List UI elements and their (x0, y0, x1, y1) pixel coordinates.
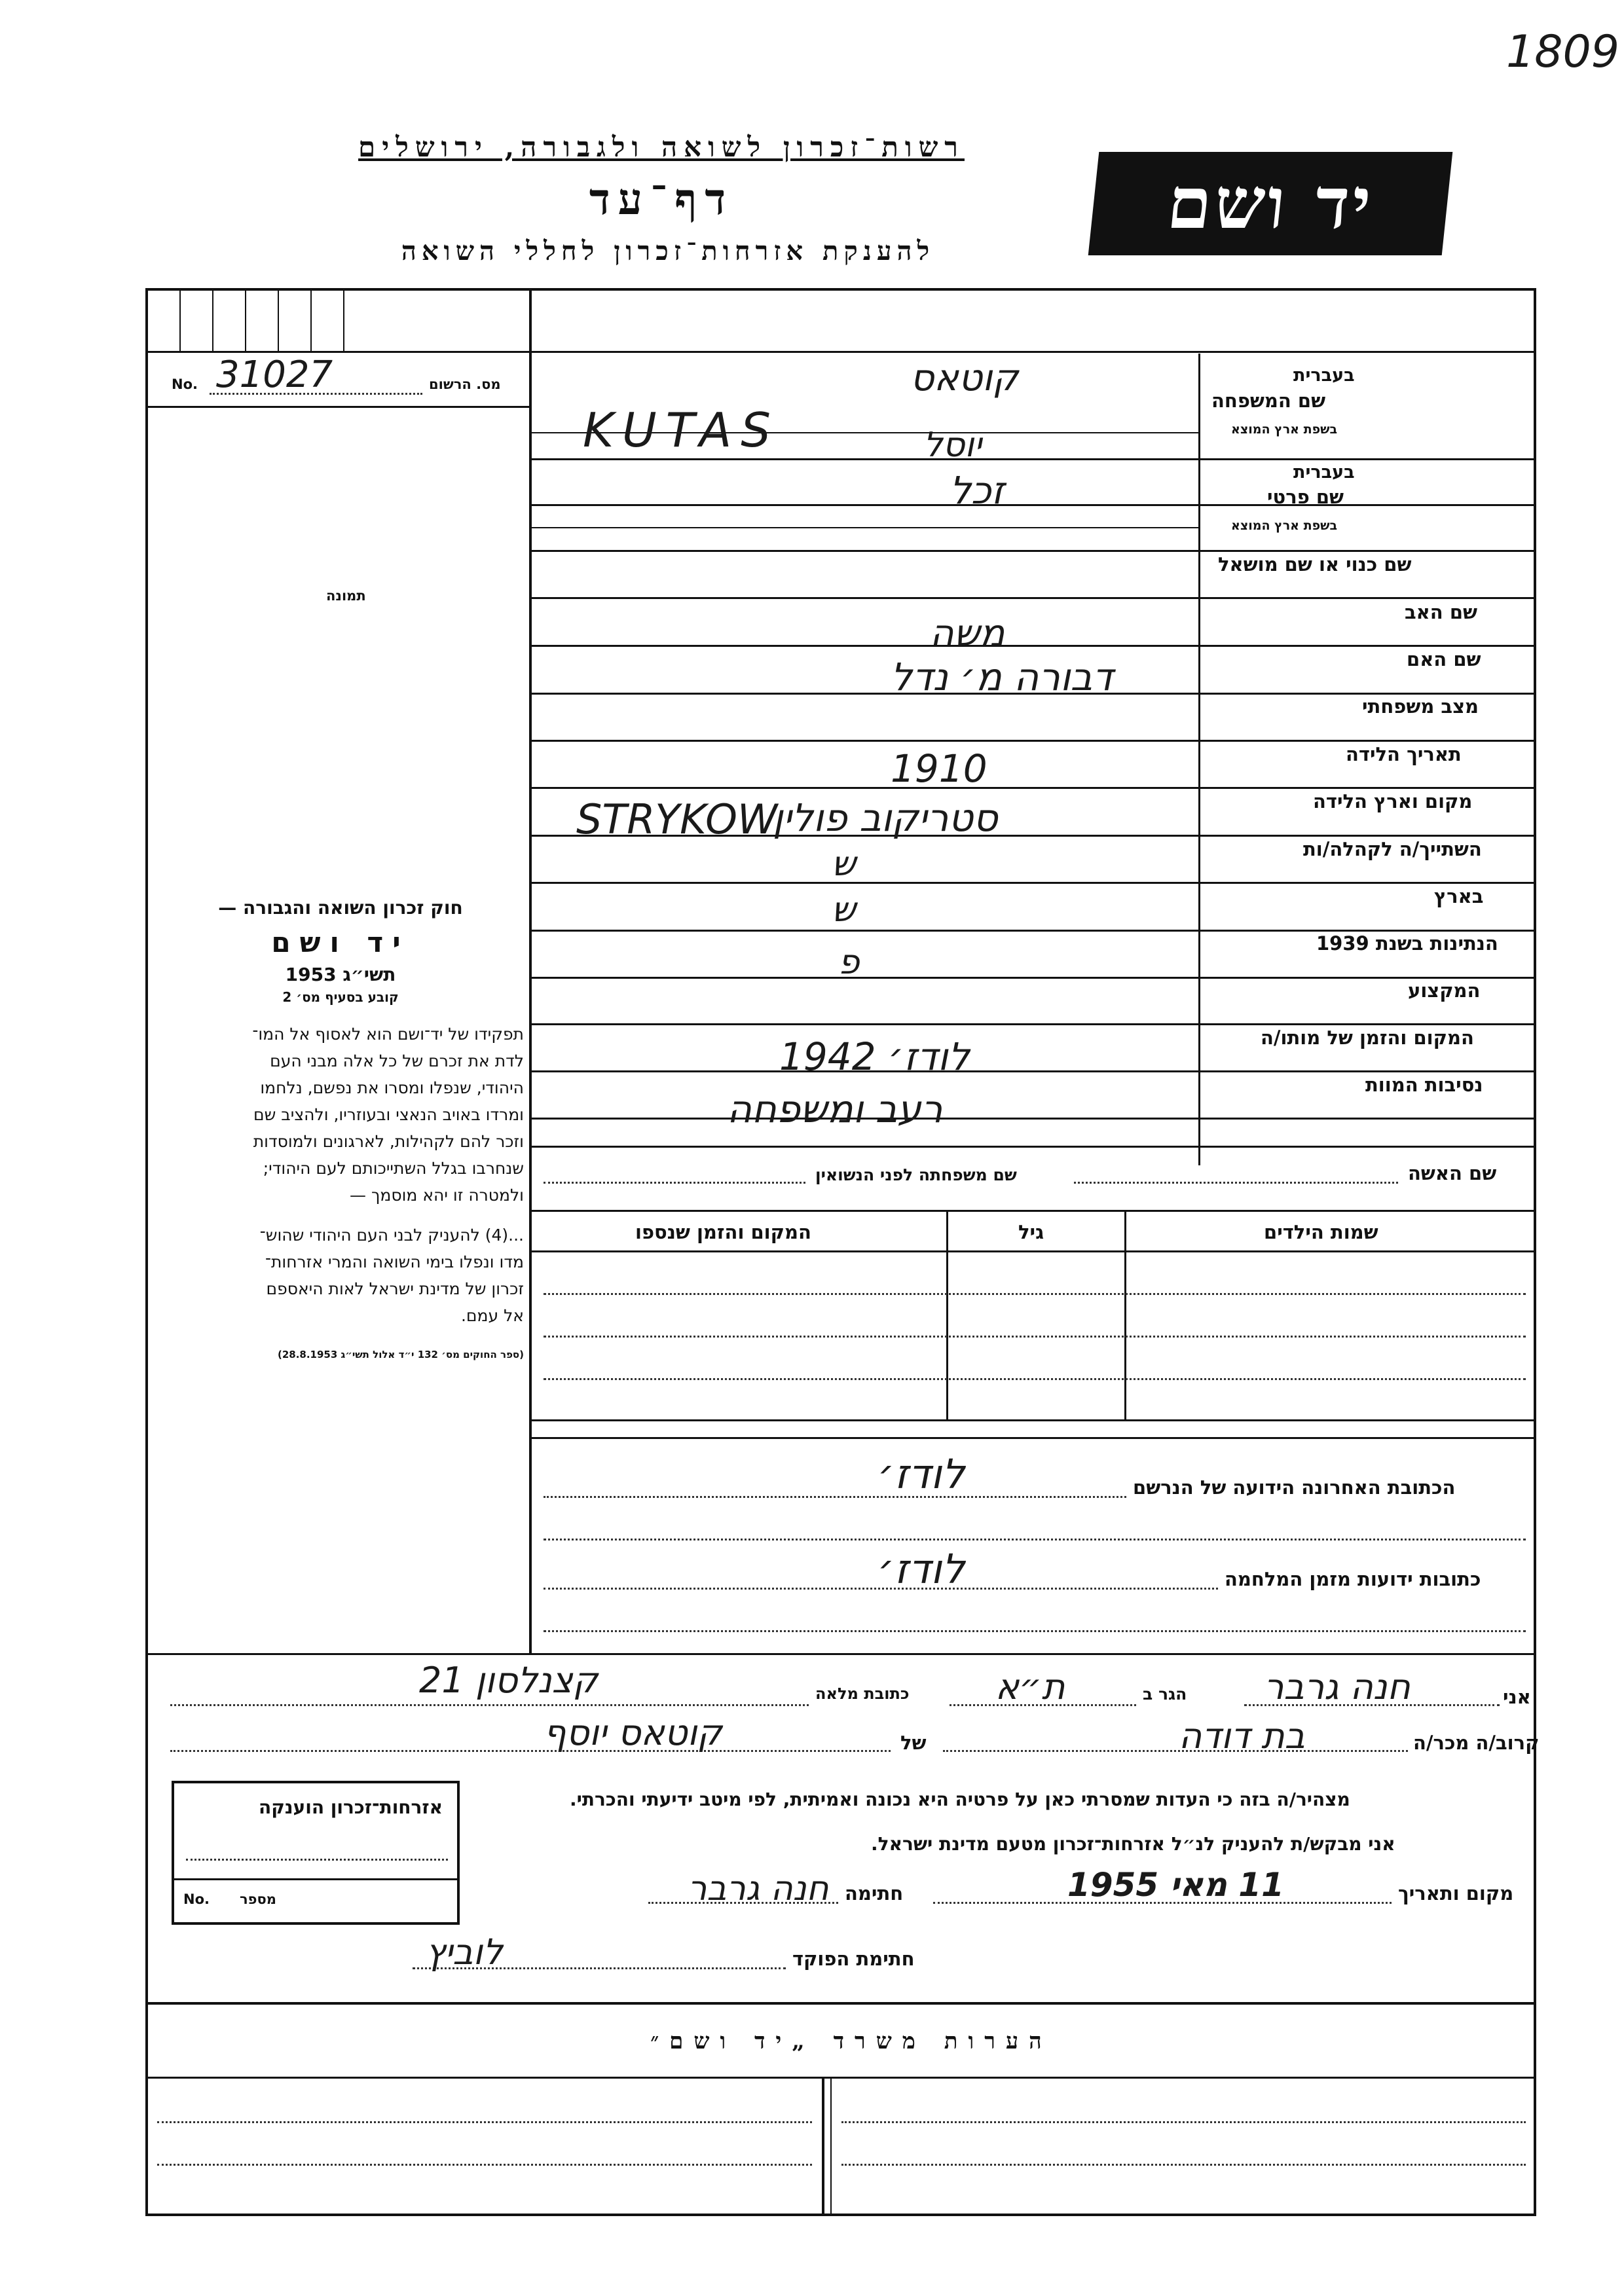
officer-signature-value[interactable]: לוביץ (426, 1931, 503, 1973)
citizenship-granted-box (172, 1781, 460, 1925)
field-row-rule (532, 458, 1534, 460)
law-line: ומרדו באויב הנאצי ובעוזריו, ולהציב שם (253, 1105, 524, 1124)
reg-rule (148, 406, 529, 408)
value-mother[interactable]: דבורה מ׳ נדל (891, 655, 1113, 699)
label-place-date: מקום ותאריך (1398, 1882, 1514, 1904)
children-row-2[interactable] (544, 1336, 1526, 1338)
children-row-3[interactable] (544, 1378, 1526, 1380)
value-family-lat[interactable]: KUTAS (583, 403, 780, 458)
decl-address-value[interactable]: קצנלסון 21 (419, 1660, 599, 1701)
children-table-top (532, 1210, 1534, 1212)
decl-of-line[interactable] (170, 1750, 891, 1752)
box-line-1 (186, 1859, 448, 1861)
law-line: תפקידו של יד־ושם הוא לאסוף אל המו־ (252, 1025, 524, 1044)
law-line: שנחרבו בגלל השתייכותם לעם היהודי; (263, 1159, 524, 1178)
value-first-heb[interactable]: זכל (950, 468, 1005, 513)
field-row-rule (532, 645, 1534, 647)
law-paragraph (157, 1021, 524, 1329)
corner-number: 1809 (1506, 26, 1620, 78)
decl-resides: הגר ב (1143, 1685, 1187, 1704)
notes-line-2[interactable] (841, 2121, 1526, 2123)
law-reference: (ספר החוקים מס׳ 132 י״ד אלול תשי״ג 28.8.1953) (277, 1349, 524, 1360)
field-row-rule (532, 930, 1534, 932)
decl-relation-line[interactable] (943, 1750, 1408, 1752)
children-table-bottom (532, 1419, 1534, 1421)
value-first-extra[interactable]: יוסל (923, 426, 982, 465)
label-profession: המקצוע (1408, 979, 1481, 1002)
label-in-origin-1: בשפת ארץ המוצא (1231, 422, 1338, 437)
label-mother: שם האם (1407, 648, 1481, 670)
value-community[interactable]: ש (832, 845, 856, 884)
top-rule (532, 351, 1534, 353)
value-death-place[interactable]: לודז׳ 1942 (779, 1034, 970, 1079)
law-line: לדת את זכרם של כל אלה מבני העם (270, 1051, 524, 1070)
law-line: וזכר להם לקהילות, לארגונים ולמוסדות (253, 1132, 524, 1151)
footer-rule (148, 2002, 1534, 2005)
label-first-name: שם פרטי (1267, 486, 1344, 508)
children-col-divider-1 (946, 1210, 948, 1419)
law-line: ולמטרה זו יהא מוסמך — (350, 1186, 524, 1205)
field-row-rule (532, 1070, 1534, 1072)
reg-no-en: No. (172, 376, 198, 392)
field-row-rule (532, 787, 1534, 789)
decl-full-address: כתובת מלאה (815, 1685, 910, 1703)
reg-no-value[interactable]: 31027 (216, 354, 333, 396)
photo-label: תמונה (326, 588, 366, 604)
law-name: יד ושם (271, 926, 410, 958)
box-no-en: No. (183, 1891, 210, 1907)
decl-relation-label: קרוב/ה מכר/ה (1413, 1732, 1540, 1754)
label-in-origin-2: בשפת ארץ המוצא (1231, 519, 1338, 533)
label-marital: מצב משפחתי (1362, 695, 1479, 718)
footer-col-divider (822, 2079, 824, 2214)
label-father: שם האב (1405, 601, 1478, 623)
children-table-header-rule (532, 1250, 1534, 1252)
declaration-top-rule (148, 1653, 1534, 1655)
label-birth-date: תאריך הלידה (1346, 743, 1462, 765)
wife-line (1074, 1182, 1398, 1184)
last-address-line[interactable] (544, 1496, 1126, 1498)
field-row-rule (532, 1023, 1534, 1025)
label-officer-signature: חתימת הפוקד (792, 1948, 915, 1970)
law-line: היהודי, שנפלו ומסרו את נפשם, נלחמו (260, 1078, 524, 1097)
law-line: מדו ונפלו בימי השואה והמרי אזרחות־ (265, 1252, 524, 1271)
law-line: ...(4) להעניק לבני העם היהודי שהוש־ (259, 1226, 524, 1245)
left-column-divider (529, 288, 532, 1653)
law-title: חוק זכרון השואה והגבורה — (218, 897, 463, 919)
decl-request: אני מבקש/ת להעניק לנ״ל אזרחות־זכרון מטעם מדינת ישראל. (871, 1833, 1395, 1855)
office-notes-title: הערות משרד „יד ושם״ (650, 2028, 1052, 2054)
field-row-rule (532, 740, 1534, 742)
addresses-top (532, 1437, 1534, 1439)
value-birth-date[interactable]: 1910 (891, 746, 987, 791)
label-column-divider (1198, 354, 1200, 1165)
notes-line-3[interactable] (157, 2164, 812, 2166)
value-war-addresses[interactable]: לודז׳ (877, 1545, 965, 1593)
value-death-cause[interactable]: רעב ומשפחה (727, 1087, 943, 1131)
value-citizenship[interactable]: פ (838, 943, 860, 982)
law-line: זכרון של מדינת ישראל לאות היאספם (266, 1279, 524, 1298)
field-sub-rule (532, 527, 1198, 528)
law-line: אל עמם. (460, 1306, 524, 1325)
footer-col-divider-2 (830, 2079, 832, 2214)
signature-value[interactable]: חנה גרבר (688, 1869, 829, 1908)
label-in-hebrew-1: בעברית (1293, 365, 1355, 386)
label-war-addresses: כתובות ידועות מזמן המלחמה (1225, 1568, 1481, 1590)
decl-of-value[interactable]: קוטאס יוסף (544, 1712, 722, 1753)
value-last-address[interactable]: לודז׳ (877, 1450, 965, 1498)
law-text-block (157, 897, 524, 1360)
form-title: דף־עד (589, 173, 734, 225)
value-country[interactable]: ש (832, 890, 856, 930)
value-family-heb[interactable]: קוטאס (910, 357, 1019, 399)
value-birth-place-lat[interactable]: STRYKOW (576, 795, 778, 843)
label-family-name: שם המשפחה (1211, 390, 1326, 412)
decl-name-value[interactable]: חנה גרבר (1264, 1666, 1411, 1707)
label-age: גיל (1018, 1221, 1044, 1243)
value-birth-place[interactable]: סטריקוב פולין (773, 795, 998, 840)
field-row-rule (532, 597, 1534, 599)
field-row-rule (532, 550, 1534, 552)
maiden-line (544, 1182, 805, 1184)
notes-line-4[interactable] (841, 2164, 1526, 2166)
children-col-divider-2 (1124, 1210, 1126, 1419)
decl-statement: מצהיר/ה בזה כי העדות שמסרתי כאן על פרטיה היא נכונה ואמיתית, לפי מיטב ידיעתי והכרתי. (570, 1789, 1350, 1810)
field-row-rule (532, 882, 1534, 884)
children-row-1[interactable] (544, 1293, 1526, 1295)
field-row-rule (532, 977, 1534, 979)
organization-name: רשות־זכרון לשואה ולגבורה, ירושלים (358, 131, 965, 163)
label-last-address: הכתובת האחרונה הידועה של הנרשם (1133, 1476, 1456, 1499)
war-addresses-line-2[interactable] (544, 1630, 1526, 1632)
law-sub: קובע בסעיף מס׳ 2 (282, 989, 399, 1005)
field-row-rule (532, 504, 1534, 506)
decl-of: של (900, 1732, 927, 1754)
decl-address-line[interactable] (170, 1704, 809, 1706)
decl-city-value[interactable]: ת״א (995, 1666, 1065, 1707)
reg-no-label: מס. הרשום (429, 376, 501, 392)
label-community: השתייך/ה לקהלה/ות (1303, 838, 1482, 860)
label-wife: שם האשה (1408, 1162, 1497, 1184)
label-children-names: שמות הילדים (1264, 1221, 1378, 1243)
label-country: בארץ (1434, 885, 1484, 907)
decl-i: אני (1503, 1686, 1531, 1708)
label-citizenship: הנתינות בשנת 1939 (1316, 932, 1498, 955)
value-father[interactable]: משה (930, 612, 1005, 655)
form-subtitle: להענקת אזרחות־זכרון לחללי השואה (401, 236, 935, 266)
wife-row-top (532, 1146, 1534, 1148)
label-maiden: שם משפחתה לפני הנשואין (815, 1165, 1017, 1184)
footer-rule-2 (148, 2077, 1534, 2079)
label-death-place-time: המקום והזמן שנספו (635, 1221, 811, 1243)
place-date-value[interactable]: 11 מאי 1955 (1067, 1866, 1284, 1904)
field-row-rule (532, 1118, 1534, 1120)
label-birth-place: מקום וארץ הלידה (1313, 790, 1473, 812)
law-year: תשי״ג 1953 (285, 964, 396, 985)
notes-line-1[interactable] (157, 2121, 812, 2123)
label-in-hebrew-2: בעברית (1293, 462, 1355, 483)
last-address-line-2[interactable] (544, 1539, 1526, 1540)
logo-text: יד ושם (1163, 162, 1378, 245)
label-death-place: המקום והזמן של מותו/ה (1261, 1027, 1474, 1049)
box-no-label: מספר (240, 1891, 276, 1907)
code-boxes (148, 291, 529, 353)
decl-relation-value[interactable]: בת דודה (1179, 1715, 1305, 1757)
label-nickname: שם כנוי או שם מושאל (1218, 553, 1412, 575)
box-inner-rule (174, 1878, 457, 1880)
label-death-cause: נסיבות המוות (1365, 1074, 1483, 1096)
box-title: אזרחות־זכרון הוענקה (259, 1796, 443, 1818)
yad-vashem-logo (1088, 152, 1453, 255)
label-signature: חתימה (845, 1882, 904, 1904)
